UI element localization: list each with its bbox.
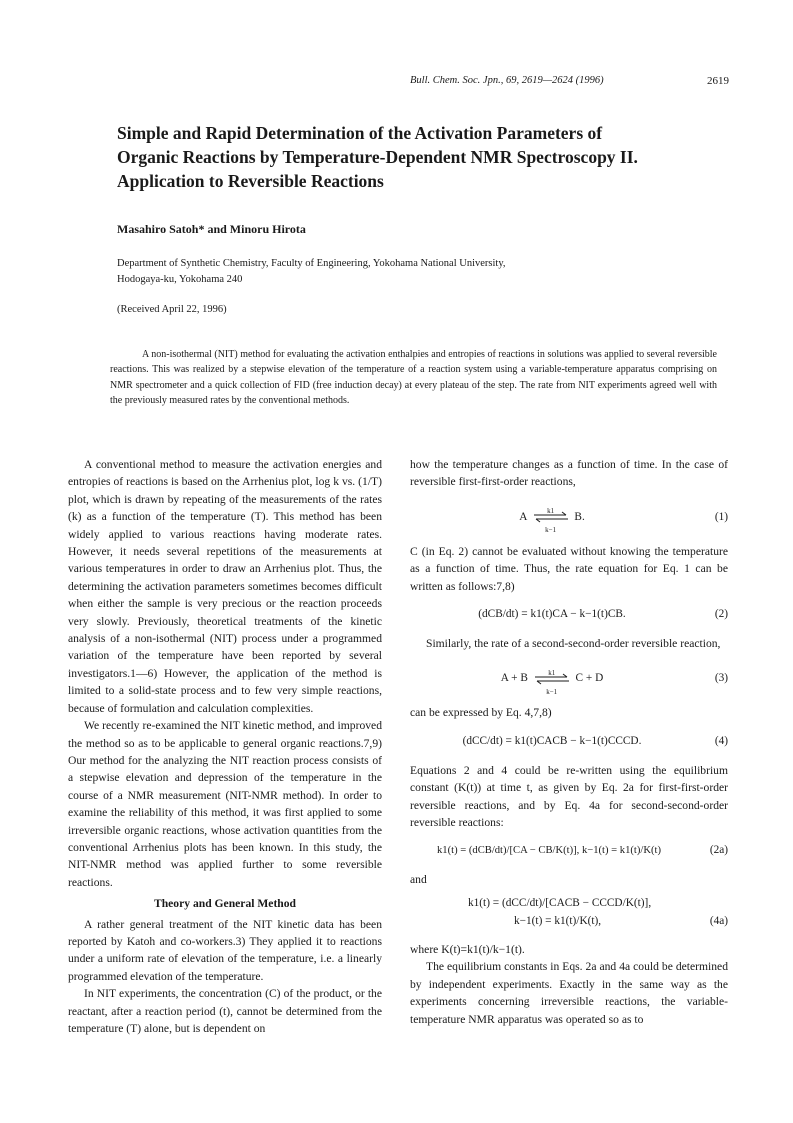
abstract-text: A non-isothermal (NIT) method for evaluating the activation enthalpies and entropies of reactions in solutions was applied to several reversible reactions. This was realized by a stepwise elevation of the temperature of a reaction system using a variable-temperature apparatus comprising on NMR spectrometer and a quick collection of FID (free induction decay) at every plateau of the step. The rate from NIT experiments agreed well with the previously measured rates by the conventional methods. [110, 349, 717, 406]
equation-number: (4a) [709, 914, 728, 927]
received-date: (Received April 22, 1996) [117, 304, 227, 315]
equation-2a [410, 839, 728, 863]
paper-title [117, 121, 737, 193]
authors: Masahiro Satoh* and Minoru Hirota [117, 222, 306, 236]
right-column [410, 456, 728, 1028]
equation-2 [410, 603, 728, 627]
affiliation-line: Department of Synthetic Chemistry, Faculty of Engineering, Yokohama National University, [117, 258, 506, 269]
equation-3 [410, 660, 728, 696]
equation-body: k1(t) = (dCB/dt)/[CA − CB/K(t)], k−1(t) = k1(t)/K(t) [437, 845, 661, 857]
equation-number: (4) [714, 734, 728, 747]
paragraph: A rather general treatment of the NIT kinetic data has been reported by Katoh and co-workers.3) They applied it to reactions under a uniform rate of elevation of the temperature, i.e. a linearly programmed elevation of the temperature. [68, 917, 382, 983]
title-line: Simple and Rapid Determination of the Activation Parameters of [117, 123, 603, 143]
left-column [68, 456, 382, 1037]
abstract [110, 347, 717, 408]
paragraph: can be expressed by Eq. 4,7,8) [410, 706, 552, 720]
equation-number: (1) [714, 510, 728, 523]
paragraph: We recently re-examined the NIT kinetic method, and improved the method so as to be applicable to general organic reactions.7,9) Our method for the analyzing the NIT reaction process consists of a stepwise elevation and depression of the temperature in the course of a NMR measurement (NIT-NMR method). In order to examine the reliability of this method, it was first applied to some irreversible organic reactions, whose activation quantities from the conventional Arrhenius plots has been known. In this study, the NIT-NMR method was applied further to some reversible reactions. [68, 719, 382, 889]
paragraph: how the temperature changes as a function of time. In the case of reversible first-first-order reactions, [410, 458, 728, 489]
paragraph: Similarly, the rate of a second-second-order reversible reaction, [426, 637, 721, 651]
paragraph: A conventional method to measure the activation energies and entropies of reactions is based on the Arrhenius plot, log k vs. (1/T) plot, which is drawn by repeating of the measurements of the rates (k) as a function of the temperature (T). This method has been widely applied to various reactions having moderate rates. However, it needs several repetitions of the measurements at various temperatures in order to draw an Arrhenius plot. Thus, the determining the activation parameters sometimes becomes difficult when either the sample is very precious or the reaction proceeds very slowly. Previously, theoretical treatments of the kinetic analysis of a non-isothermal (NIT) process under a programmed variation of the temperature have been reported by several investigators.1—6) However, the application of the method is limited to a solid-state process and to few very simple reactions, because of formulation and calculation complexities. [68, 458, 382, 715]
affiliation-line: Hodogaya-ku, Yokohama 240 [117, 273, 243, 285]
eq1-left: A [519, 510, 527, 523]
eq3-right: C + D [575, 672, 604, 685]
section-heading: Theory and General Method [153, 897, 297, 911]
equation-1 [410, 499, 728, 535]
equilibrium-arrow-icon [533, 668, 571, 696]
equation-number: (2) [714, 608, 728, 621]
connector-text: and [410, 873, 427, 887]
equilibrium-arrow-icon [532, 507, 570, 535]
equation-number: (3) [714, 672, 728, 685]
equation-line: k−1(t) = k1(t)/K(t), [514, 914, 602, 927]
equation-4 [410, 730, 728, 754]
paragraph: Equations 2 and 4 could be re-written using the equilibrium constant (K(t)) at time t, as given by Eq. 2a for first-first-order reversible reactions, and by Eq. 4a for second-second-order reversible reactions: [410, 763, 728, 830]
equation-body: (dCB/dt) = k1(t)CA − k−1(t)CB. [478, 608, 626, 621]
rate-constant-forward: k1 [548, 668, 556, 677]
journal-citation: Bull. Chem. Soc. Jpn., 69, 2619—2624 (1996) [410, 75, 604, 86]
affiliation [117, 256, 637, 287]
paragraph: where K(t)=k1(t)/k−1(t). [410, 942, 525, 956]
equation-number: (2a) [709, 844, 728, 857]
equation-line: k1(t) = (dCC/dt)/[CACB − CCCD/K(t)], [468, 896, 652, 909]
rate-constant-forward: k1 [547, 507, 555, 516]
eq1-right: B. [574, 510, 585, 523]
equation-4a [410, 895, 728, 935]
paragraph: C (in Eq. 2) cannot be evaluated without knowing the temperature as a function of time. Thus, the rate equation for Eq. 1 can be written as follows:7,8) [410, 544, 728, 593]
paragraph: In NIT experiments, the concentration (C) of the product, or the reactant, after a reaction period (t), cannot be determined from the temperature (T) alone, but is dependent on [68, 987, 382, 1035]
paragraph: The equilibrium constants in Eqs. 2a and 4a could be determined by independent experiments. Exactly in the same way as the experiments concerning irreversible reactions, the variable-temperature NMR apparatus was operated so as to [410, 960, 728, 1026]
title-line: Organic Reactions by Temperature-Dependent NMR Spectroscopy II. [117, 147, 638, 167]
eq3-left: A + B [500, 672, 528, 685]
rate-constant-reverse: k−1 [545, 526, 557, 535]
title-line: Application to Reversible Reactions [117, 171, 384, 191]
equation-body: (dCC/dt) = k1(t)CACB − k−1(t)CCCD. [462, 734, 642, 747]
rate-constant-reverse: k−1 [546, 687, 558, 696]
page-number: 2619 [707, 75, 729, 87]
